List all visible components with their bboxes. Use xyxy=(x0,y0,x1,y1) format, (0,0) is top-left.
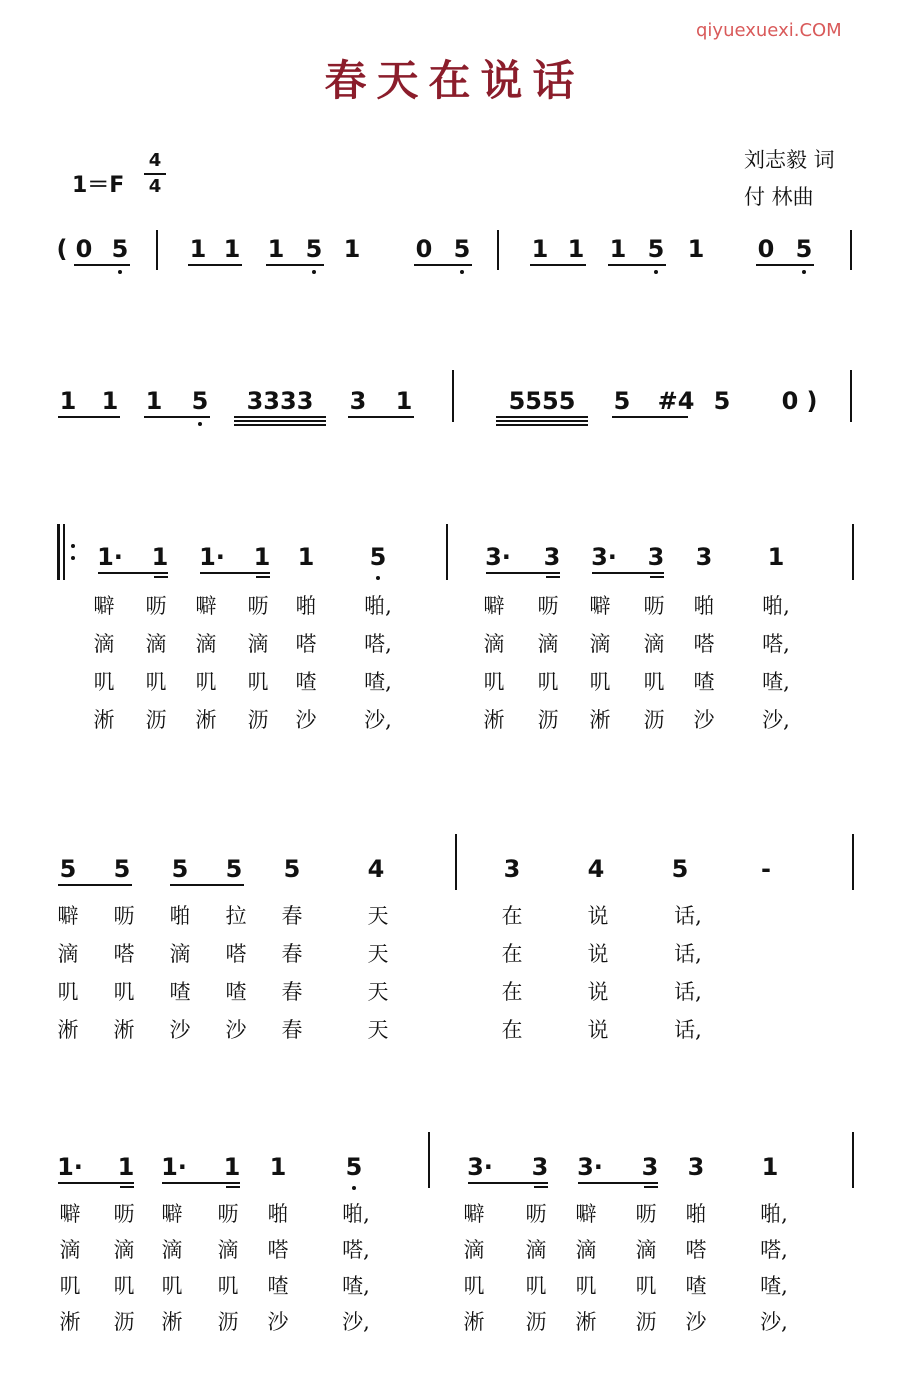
note: 3· xyxy=(485,543,511,571)
bar-line xyxy=(455,834,457,890)
repeat-dot xyxy=(71,544,75,548)
lyric-char: 呖 xyxy=(247,594,269,618)
lyric-char: 春 xyxy=(281,980,303,1004)
lyric-char: 沙 xyxy=(693,708,715,732)
lyric-char: 滴 xyxy=(575,1238,597,1262)
note: 5 xyxy=(171,855,189,883)
lyric-char: 叽 xyxy=(575,1274,597,1298)
lyric-char: 噼 xyxy=(589,594,611,618)
lyricist-credit: 刘志毅 词 xyxy=(744,148,835,172)
note: 5 xyxy=(671,855,689,883)
lyric-char: 话, xyxy=(674,1018,702,1042)
bar-line xyxy=(852,1132,854,1188)
note: 1· xyxy=(57,1153,83,1181)
repeat-dot xyxy=(71,556,75,560)
lyric-char: 嗒 xyxy=(693,632,715,656)
lyric-char: 沙 xyxy=(169,1018,191,1042)
note: 0 xyxy=(757,235,775,263)
lyric-char: 啪 xyxy=(169,904,191,928)
lyric-char: 叽 xyxy=(635,1274,657,1298)
lyric-char: 噼 xyxy=(195,594,217,618)
bar-line xyxy=(156,230,158,270)
bar-line xyxy=(497,230,499,270)
lyric-char: 啪 xyxy=(267,1202,289,1226)
lyric-char: 滴 xyxy=(643,632,665,656)
lyric-char: 嗒 xyxy=(295,632,317,656)
time-signature xyxy=(144,150,166,198)
lyric-char: 春 xyxy=(281,942,303,966)
lyric-char: 春 xyxy=(281,904,303,928)
lyric-char: 叽 xyxy=(113,980,135,1004)
open-paren: ( xyxy=(56,235,68,263)
lyric-char: 天 xyxy=(367,904,389,928)
lyric-char: 沥 xyxy=(525,1310,547,1334)
lyric-char: 啪, xyxy=(364,594,392,618)
lyric-char: 春 xyxy=(281,1018,303,1042)
note: - xyxy=(761,855,771,883)
lyric-char: 说 xyxy=(587,980,609,1004)
lyric-char: 喳 xyxy=(267,1274,289,1298)
lyric-char: 呖 xyxy=(113,904,135,928)
note: 1 xyxy=(269,1153,287,1181)
note: 1· xyxy=(199,543,225,571)
lyric-char: 呖 xyxy=(537,594,559,618)
note: 3 xyxy=(349,387,367,415)
lyric-char: 沙, xyxy=(762,708,790,732)
song-title: 春天在说话 xyxy=(324,56,585,105)
repeat-bar xyxy=(57,524,60,580)
lyric-char: 滴 xyxy=(463,1238,485,1262)
lyric-char: 叽 xyxy=(113,1274,135,1298)
lyric-char: 话, xyxy=(674,904,702,928)
note: 1 xyxy=(395,387,413,415)
lyric-char: 喳 xyxy=(295,670,317,694)
lyric-char: 啪 xyxy=(295,594,317,618)
note: 5 xyxy=(59,855,77,883)
lyric-char: 噼 xyxy=(93,594,115,618)
lyric-char: 淅 xyxy=(113,1018,135,1042)
note: 0 xyxy=(781,387,799,415)
note: 1 xyxy=(297,543,315,571)
lyric-char: 滴 xyxy=(217,1238,239,1262)
lyric-char: 滴 xyxy=(525,1238,547,1262)
lyric-char: 沥 xyxy=(217,1310,239,1334)
lyric-char: 叽 xyxy=(59,1274,81,1298)
lyric-char: 在 xyxy=(501,942,523,966)
note: 3 xyxy=(695,543,713,571)
note: 1 xyxy=(151,543,169,571)
lyric-char: 滴 xyxy=(161,1238,183,1262)
bar-line xyxy=(850,230,852,270)
bar-line xyxy=(852,834,854,890)
note: 1 xyxy=(145,387,163,415)
lyric-char: 叽 xyxy=(643,670,665,694)
lyric-char: 滴 xyxy=(113,1238,135,1262)
lyric-char: 滴 xyxy=(57,942,79,966)
lyric-char: 嗒, xyxy=(342,1238,370,1262)
note: 3 xyxy=(543,543,561,571)
note: 1 xyxy=(343,235,361,263)
note: 5 xyxy=(713,387,731,415)
note: 5 xyxy=(369,543,387,571)
note: 3 xyxy=(641,1153,659,1181)
bar-line xyxy=(446,524,448,580)
composer-credit: 付 林曲 xyxy=(744,185,814,209)
note: 1 xyxy=(687,235,705,263)
lyric-char: 说 xyxy=(587,904,609,928)
lyric-char: 滴 xyxy=(247,632,269,656)
lyric-char: 沙, xyxy=(342,1310,370,1334)
note: 3 xyxy=(687,1153,705,1181)
lyric-char: 嗒 xyxy=(685,1238,707,1262)
note: 5 xyxy=(345,1153,363,1181)
lyric-char: 在 xyxy=(501,1018,523,1042)
lyric-char: 嗒 xyxy=(225,942,247,966)
lyric-char: 叽 xyxy=(537,670,559,694)
lyric-char: 淅 xyxy=(589,708,611,732)
lyric-char: 喳 xyxy=(685,1274,707,1298)
lyric-char: 沙, xyxy=(760,1310,788,1334)
note: 3 xyxy=(503,855,521,883)
lyric-char: 呖 xyxy=(113,1202,135,1226)
lyric-char: 叽 xyxy=(525,1274,547,1298)
lyric-char: 喳 xyxy=(169,980,191,1004)
close-paren: ) xyxy=(806,387,818,415)
note: 3 xyxy=(531,1153,549,1181)
lyric-char: 叽 xyxy=(247,670,269,694)
lyric-char: 喳, xyxy=(342,1274,370,1298)
lyric-char: 沙, xyxy=(364,708,392,732)
note: 1 xyxy=(189,235,207,263)
lyric-char: 叽 xyxy=(195,670,217,694)
note: 5 xyxy=(113,855,131,883)
note: 4 xyxy=(587,855,605,883)
lyric-char: 滴 xyxy=(195,632,217,656)
bar-line xyxy=(850,370,852,422)
lyric-char: 喳, xyxy=(760,1274,788,1298)
lyric-char: 淅 xyxy=(483,708,505,732)
lyric-char: 沥 xyxy=(537,708,559,732)
lyric-char: 滴 xyxy=(93,632,115,656)
bar-line xyxy=(452,370,454,422)
bar-line xyxy=(852,524,854,580)
lyric-char: 嗒 xyxy=(113,942,135,966)
lyric-char: 说 xyxy=(587,942,609,966)
lyric-char: 沥 xyxy=(113,1310,135,1334)
lyric-char: 叽 xyxy=(57,980,79,1004)
lyric-char: 啪, xyxy=(762,594,790,618)
lyric-char: 嗒, xyxy=(364,632,392,656)
note: 3· xyxy=(467,1153,493,1181)
time-signature-bottom: 4 xyxy=(148,176,162,197)
note: 3333 xyxy=(246,387,314,415)
note: 0 xyxy=(415,235,433,263)
lyric-char: 滴 xyxy=(635,1238,657,1262)
bar-line xyxy=(428,1132,430,1188)
note: 5 xyxy=(453,235,471,263)
note: 5 xyxy=(283,855,301,883)
note: 5 xyxy=(225,855,243,883)
note: 5 xyxy=(795,235,813,263)
note: 1· xyxy=(97,543,123,571)
lyric-char: 天 xyxy=(367,980,389,1004)
lyric-char: 喳 xyxy=(693,670,715,694)
lyric-char: 滴 xyxy=(169,942,191,966)
lyric-char: 淅 xyxy=(57,1018,79,1042)
lyric-char: 叽 xyxy=(217,1274,239,1298)
note: 1 xyxy=(609,235,627,263)
lyric-char: 叽 xyxy=(145,670,167,694)
lyric-char: 沥 xyxy=(247,708,269,732)
lyric-char: 沙 xyxy=(295,708,317,732)
note: 5555 xyxy=(508,387,576,415)
note: 1 xyxy=(223,1153,241,1181)
lyric-char: 呖 xyxy=(145,594,167,618)
note: 1 xyxy=(567,235,585,263)
lyric-char: 喳, xyxy=(364,670,392,694)
lyric-char: 噼 xyxy=(59,1202,81,1226)
lyric-char: 在 xyxy=(501,980,523,1004)
lyric-char: 沙 xyxy=(267,1310,289,1334)
lyric-char: 喳 xyxy=(225,980,247,1004)
lyric-char: 沥 xyxy=(635,1310,657,1334)
lyric-char: 沥 xyxy=(145,708,167,732)
lyric-char: 滴 xyxy=(589,632,611,656)
time-signature-top: 4 xyxy=(148,150,162,171)
lyric-char: 滴 xyxy=(483,632,505,656)
lyric-char: 叽 xyxy=(161,1274,183,1298)
lyric-char: 嗒, xyxy=(762,632,790,656)
lyric-char: 滴 xyxy=(59,1238,81,1262)
lyric-char: 天 xyxy=(367,1018,389,1042)
lyric-char: 叽 xyxy=(483,670,505,694)
note: 1 xyxy=(253,543,271,571)
note: 5 xyxy=(613,387,631,415)
note: 5 xyxy=(305,235,323,263)
lyric-char: 沙 xyxy=(225,1018,247,1042)
note: 1 xyxy=(267,235,285,263)
lyric-char: 啪 xyxy=(693,594,715,618)
lyric-char: 淅 xyxy=(59,1310,81,1334)
site-watermark: qiyuexuexi.COM xyxy=(696,20,842,41)
note: 1 xyxy=(117,1153,135,1181)
lyric-char: 嗒 xyxy=(267,1238,289,1262)
lyric-char: 淅 xyxy=(463,1310,485,1334)
lyric-char: 嗒, xyxy=(760,1238,788,1262)
note: 3 xyxy=(647,543,665,571)
lyric-char: 说 xyxy=(587,1018,609,1042)
lyric-char: 沙 xyxy=(685,1310,707,1334)
lyric-char: 呖 xyxy=(635,1202,657,1226)
lyric-char: 滴 xyxy=(537,632,559,656)
key-signature: 1＝F xyxy=(72,173,125,198)
note: 3· xyxy=(591,543,617,571)
lyric-char: 话, xyxy=(674,942,702,966)
lyric-char: 噼 xyxy=(483,594,505,618)
note: 1 xyxy=(223,235,241,263)
lyric-char: 啪, xyxy=(760,1202,788,1226)
lyric-char: 话, xyxy=(674,980,702,1004)
note: 5 xyxy=(191,387,209,415)
lyric-char: 喳, xyxy=(762,670,790,694)
lyric-char: 噼 xyxy=(463,1202,485,1226)
lyric-char: 叽 xyxy=(93,670,115,694)
lyric-char: 啪, xyxy=(342,1202,370,1226)
lyric-char: 在 xyxy=(501,904,523,928)
lyric-char: 啪 xyxy=(685,1202,707,1226)
lyric-char: 呖 xyxy=(525,1202,547,1226)
note: 5 xyxy=(647,235,665,263)
note: 1 xyxy=(101,387,119,415)
lyric-char: 呖 xyxy=(217,1202,239,1226)
lyric-char: 噼 xyxy=(575,1202,597,1226)
lyric-char: 沥 xyxy=(643,708,665,732)
note: 4 xyxy=(367,855,385,883)
lyric-char: 淅 xyxy=(575,1310,597,1334)
lyric-char: 叽 xyxy=(589,670,611,694)
note: 1 xyxy=(531,235,549,263)
note: 1 xyxy=(767,543,785,571)
note: 1 xyxy=(761,1153,779,1181)
note: 1· xyxy=(161,1153,187,1181)
lyric-char: 天 xyxy=(367,942,389,966)
lyric-char: 淅 xyxy=(161,1310,183,1334)
note: #4 xyxy=(657,387,695,415)
lyric-char: 噼 xyxy=(161,1202,183,1226)
lyric-char: 拉 xyxy=(225,904,247,928)
note: 1 xyxy=(59,387,77,415)
lyric-char: 呖 xyxy=(643,594,665,618)
note: 0 xyxy=(75,235,93,263)
note: 3· xyxy=(577,1153,603,1181)
lyric-char: 淅 xyxy=(93,708,115,732)
note: 5 xyxy=(111,235,129,263)
lyric-char: 淅 xyxy=(195,708,217,732)
lyric-char: 叽 xyxy=(463,1274,485,1298)
lyric-char: 噼 xyxy=(57,904,79,928)
lyric-char: 滴 xyxy=(145,632,167,656)
